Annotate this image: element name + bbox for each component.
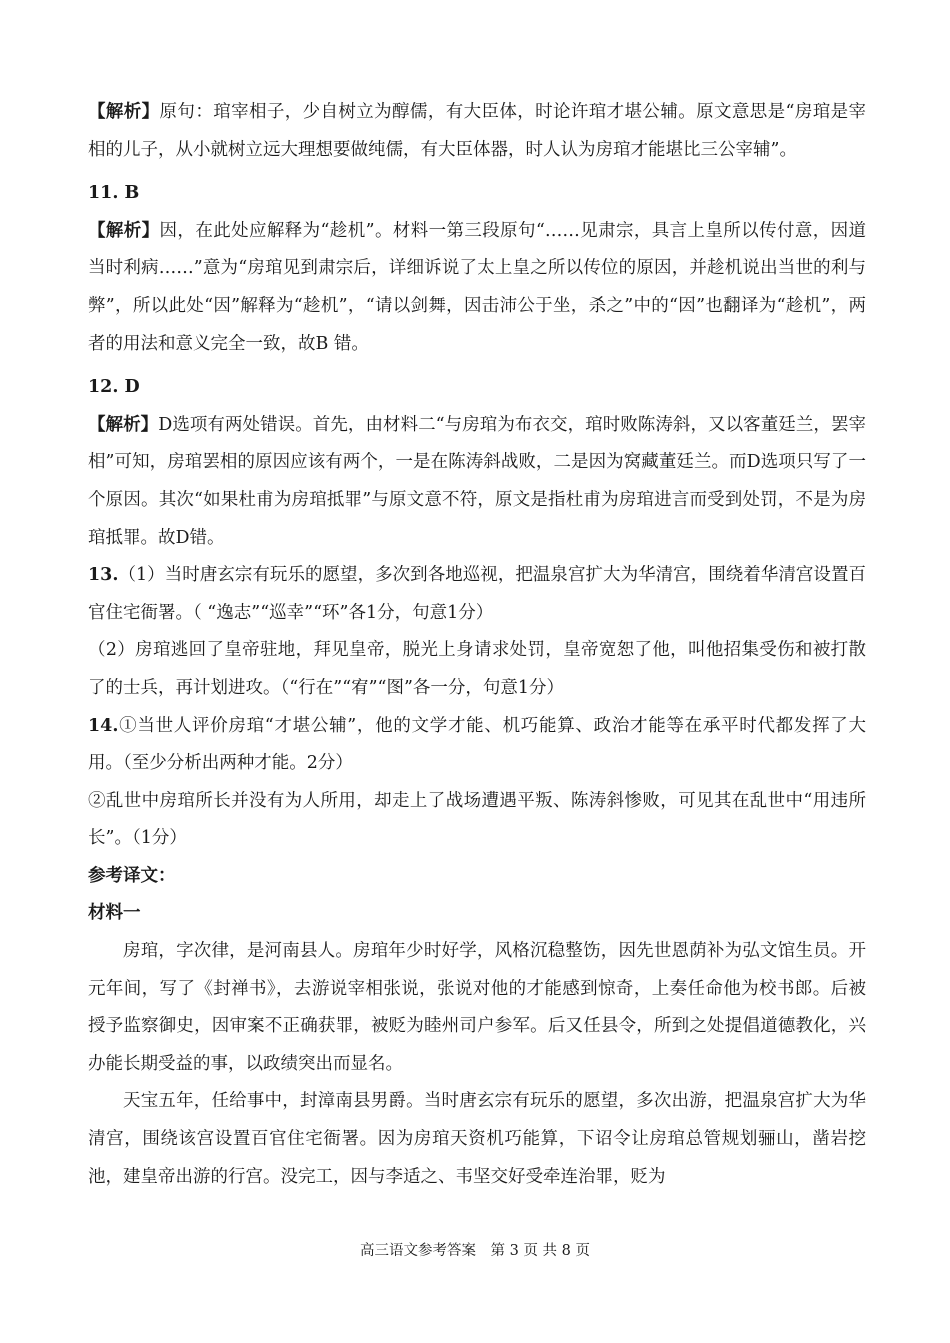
- q12-answer: 12. D: [88, 377, 140, 398]
- q14-part1: [88, 708, 866, 783]
- analysis-tag: 【解析】: [88, 220, 160, 241]
- q13-part1: [88, 557, 866, 632]
- document-body: [88, 94, 866, 1196]
- analysis-text: 因，在此处应解释为“趁机”。材料一第三段原句“……见肃宗，具言上皇所以传付意，因道当时利病……”意为“房琯见到肃宗后，详细诉说了太上皇之所以传位的原因，并趁机说出当世的利与弊”，所以此处“因”解释为“趁机”，“请以剑舞，因击沛公于坐，杀之”中的“因”也翻译为“趁机”，两者的用法和意义完全一致，故B 错。: [88, 220, 867, 354]
- material1-heading: 材料一: [88, 903, 141, 924]
- page-footer: 高三语文参考答案 第 3 页 共 8 页: [360, 1243, 590, 1259]
- q12-analysis: [88, 407, 866, 557]
- q14-part1-text: ①当世人评价房琯“才堪公辅”，他的文学才能、机巧能算、政治才能等在承平时代都发挥了大用。（至少分析出两种才能。2分）: [88, 715, 866, 774]
- translation-heading: 参考译文：: [88, 865, 176, 886]
- q13-part1-text: （1）当时唐玄宗有玩乐的愿望，多次到各地巡视，把温泉宫扩大为华清宫，围绕着华清宫设置百官住宅衙署。（ “逸志”“巡幸”“环”各1分，句意1分）: [88, 565, 866, 623]
- q13-part2: （2）房琯逃回了皇帝驻地，拜见皇帝，脱光上身请求处罚，皇帝宽恕了他，叫他招集受伤和被打散了的士兵，再计划进攻。（“行在”“宥”“图”各一分，句意1分）: [88, 640, 866, 698]
- q14-number: 14.: [88, 715, 119, 736]
- q11-answer: 11. B: [88, 183, 140, 204]
- q14-part2: ②乱世中房琯所长并没有为人所用，却走上了战场遭遇平叛、陈涛斜惨败，可见其在乱世中“用违所长”。（1分）: [88, 790, 866, 849]
- analysis-tag: 【解析】: [88, 414, 159, 435]
- translation-paragraph-2: 天宝五年，任给事中，封漳南县男爵。当时唐玄宗有玩乐的愿望，多次出游，把温泉宫扩大为华清宫，围绕该宫设置百官住宅衙署。因为房琯天资机巧能算，下诏令让房琯总管规划骊山，凿岩挖池，建皇帝出游的行宫。没完工，因与李适之、韦坚交好受牵连治罪，贬为: [88, 1091, 866, 1187]
- q11-analysis: [88, 213, 866, 363]
- analysis-text: 原句：琯宰相子，少自树立为醇儒，有大臣体，时论许琯才堪公辅。原文意思是“房琯是宰相的儿子，从小就树立远大理想要做纯儒，有大臣体器，时人认为房琯才能堪比三公宰辅”。: [88, 102, 866, 160]
- translation-paragraph-1: 房琯，字次律，是河南县人。房琯年少时好学，风格沉稳整饬，因先世恩荫补为弘文馆生员。开元年间，写了《封禅书》，去游说宰相张说，张说对他的才能感到惊奇，上奏任命他为校书郎。后被授予监察御史，因审案不正确获罪，被贬为睦州司户参军。后又任县令，所到之处提倡道德教化，兴办能长期受益的事，以政绩突出而显名。: [88, 941, 866, 1074]
- q13-number: 13.: [88, 565, 119, 586]
- analysis-tag: 【解析】: [88, 102, 160, 122]
- q10-analysis: [88, 94, 866, 169]
- analysis-text: D选项有两处错误。首先，由材料二“与房琯为布衣交，琯时败陈涛斜，又以客董廷兰，罢宰相”可知，房琯罢相的原因应该有两个，一是在陈涛斜战败，二是因为窝藏董廷兰。而D选项只写了一个原因。其次“如果杜甫为房琯抵罪”与原文意不符，原文是指杜甫为房琯进言而受到处罚，不是为房琯抵罪。故D错。: [88, 414, 866, 548]
